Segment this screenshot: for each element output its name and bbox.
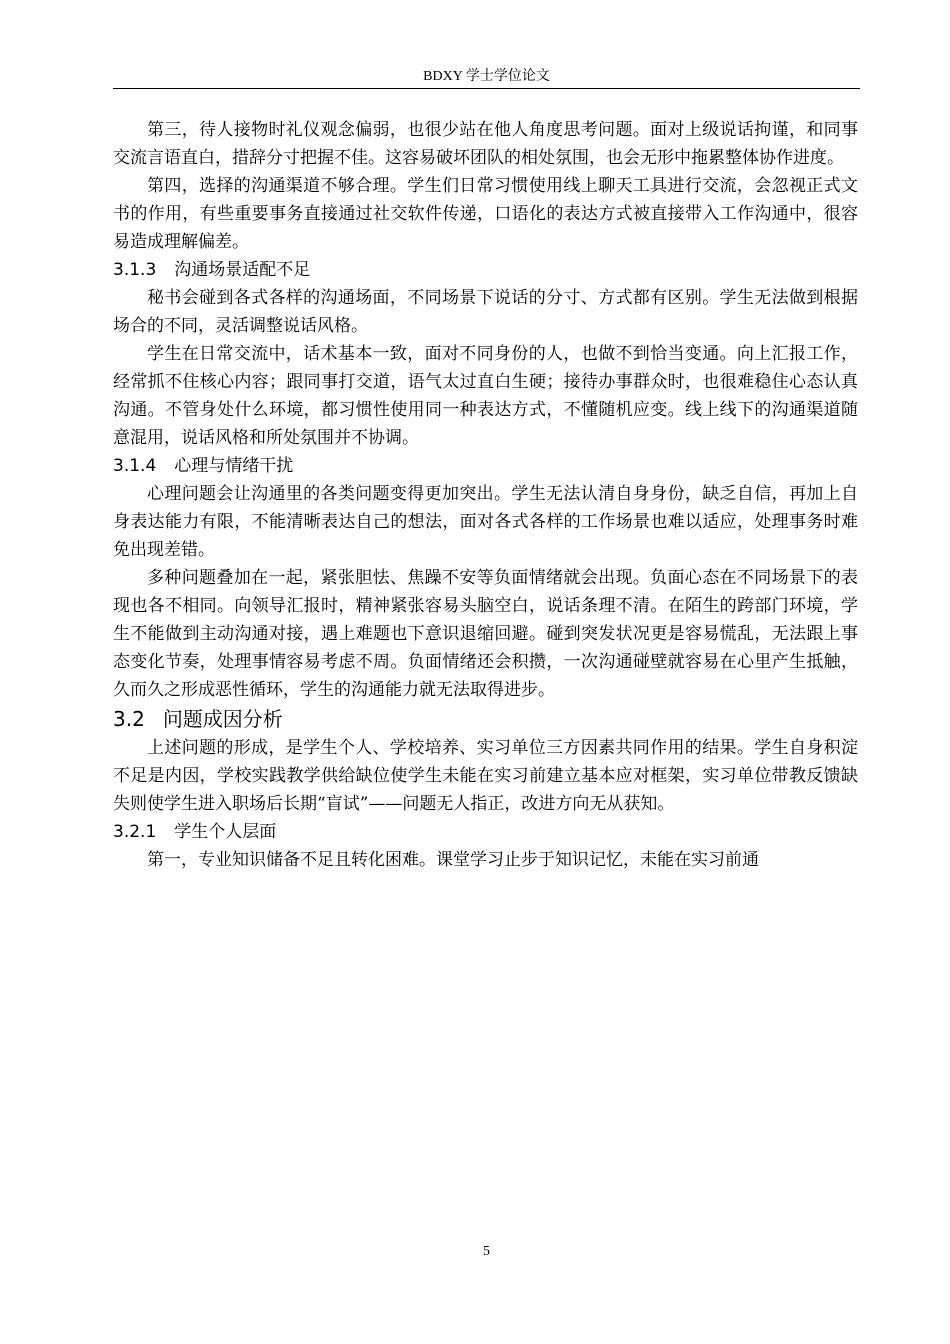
- paragraph-third-point: 第三，待人接物时礼仪观念偏弱，也很少站在他人角度思考问题。面对上级说话拘谨，和同事交流言语直白，措辞分寸把握不佳。这容易破坏团队的相处氛围，也会无形中拖累整体协作进度。: [113, 120, 858, 168]
- heading-title: 沟通场景适配不足: [174, 260, 311, 280]
- paragraph-cause-overview: 上述问题的形成，是学生个人、学校培养、实习单位三方因素共同作用的结果。学生自身积淀不足是内因，学校实践教学供给缺位使学生未能在实习前建立基本应对框架，实习单位带教反馈缺失则使学生进入职场后长期“盲试”——问题无人指正，改进方向无从获知。: [113, 738, 858, 814]
- heading-number: 3.1.4: [113, 456, 157, 476]
- heading-title: 学生个人层面: [174, 822, 277, 842]
- heading-title: 心理与情绪干扰: [174, 456, 294, 476]
- header-rule: [113, 88, 860, 89]
- heading-number: 3.2: [113, 707, 145, 731]
- page-number: 5: [483, 1244, 490, 1259]
- paragraph-fourth-point: 第四，选择的沟通渠道不够合理。学生们日常习惯使用线上聊天工具进行交流，会忽视正式文书的作用，有些重要事务直接通过社交软件传递，口语化的表达方式被直接带入工作沟通中，很容易造成理解偏差。: [113, 176, 858, 252]
- page-body: [113, 116, 858, 874]
- paragraph-psychology-intro: 心理问题会让沟通里的各类问题变得更加突出。学生无法认清自身身份，缺乏自信，再加上自身表达能力有限，不能清晰表达自己的想法，面对各式各样的工作场景也难以适应，处理事务时难免出现差错。: [113, 484, 858, 560]
- paragraph-first-cause: 第一，专业知识储备不足且转化困难。课堂学习止步于知识记忆，未能在实习前通: [147, 850, 759, 870]
- paragraph-scene-detail: 学生在日常交流中，话术基本一致，面对不同身份的人，也做不到恰当变通。向上汇报工作，经常抓不住核心内容；跟同事打交道，语气太过直白生硬；接待办事群众时，也很难稳住心态认真沟通。不管身处什么环境，都习惯性使用同一种表达方式，不懂随机应变。线上线下的沟通渠道随意混用，说话风格和所处氛围并不协调。: [113, 344, 858, 448]
- heading-3-2-1: [113, 818, 858, 846]
- paragraph-scene-intro: 秘书会碰到各式各样的沟通场面，不同场景下说话的分寸、方式都有区别。学生无法做到根据场合的不同，灵活调整说话风格。: [113, 288, 858, 336]
- paragraph-psychology-detail: 多种问题叠加在一起，紧张胆怯、焦躁不安等负面情绪就会出现。负面心态在不同场景下的表现也各不相同。向领导汇报时，精神紧张容易头脑空白，说话条理不清。在陌生的跨部门环境，学生不能做到主动沟通对接，遇上难题也下意识退缩回避。碰到突发状况更是容易慌乱，无法跟上事态变化节奏，处理事情容易考虑不周。负面情绪还会积攒，一次沟通碰壁就容易在心里产生抵触，久而久之形成恶性循环，学生的沟通能力就无法取得进步。: [113, 568, 858, 700]
- heading-title: 问题成因分析: [162, 707, 283, 731]
- heading-number: 3.2.1: [113, 822, 157, 842]
- heading-3-2: [113, 704, 858, 734]
- heading-number: 3.1.3: [113, 260, 157, 280]
- running-header: BDXY 学士学位论文: [423, 69, 550, 84]
- heading-3-1-4: [113, 452, 858, 480]
- heading-3-1-3: [113, 256, 858, 284]
